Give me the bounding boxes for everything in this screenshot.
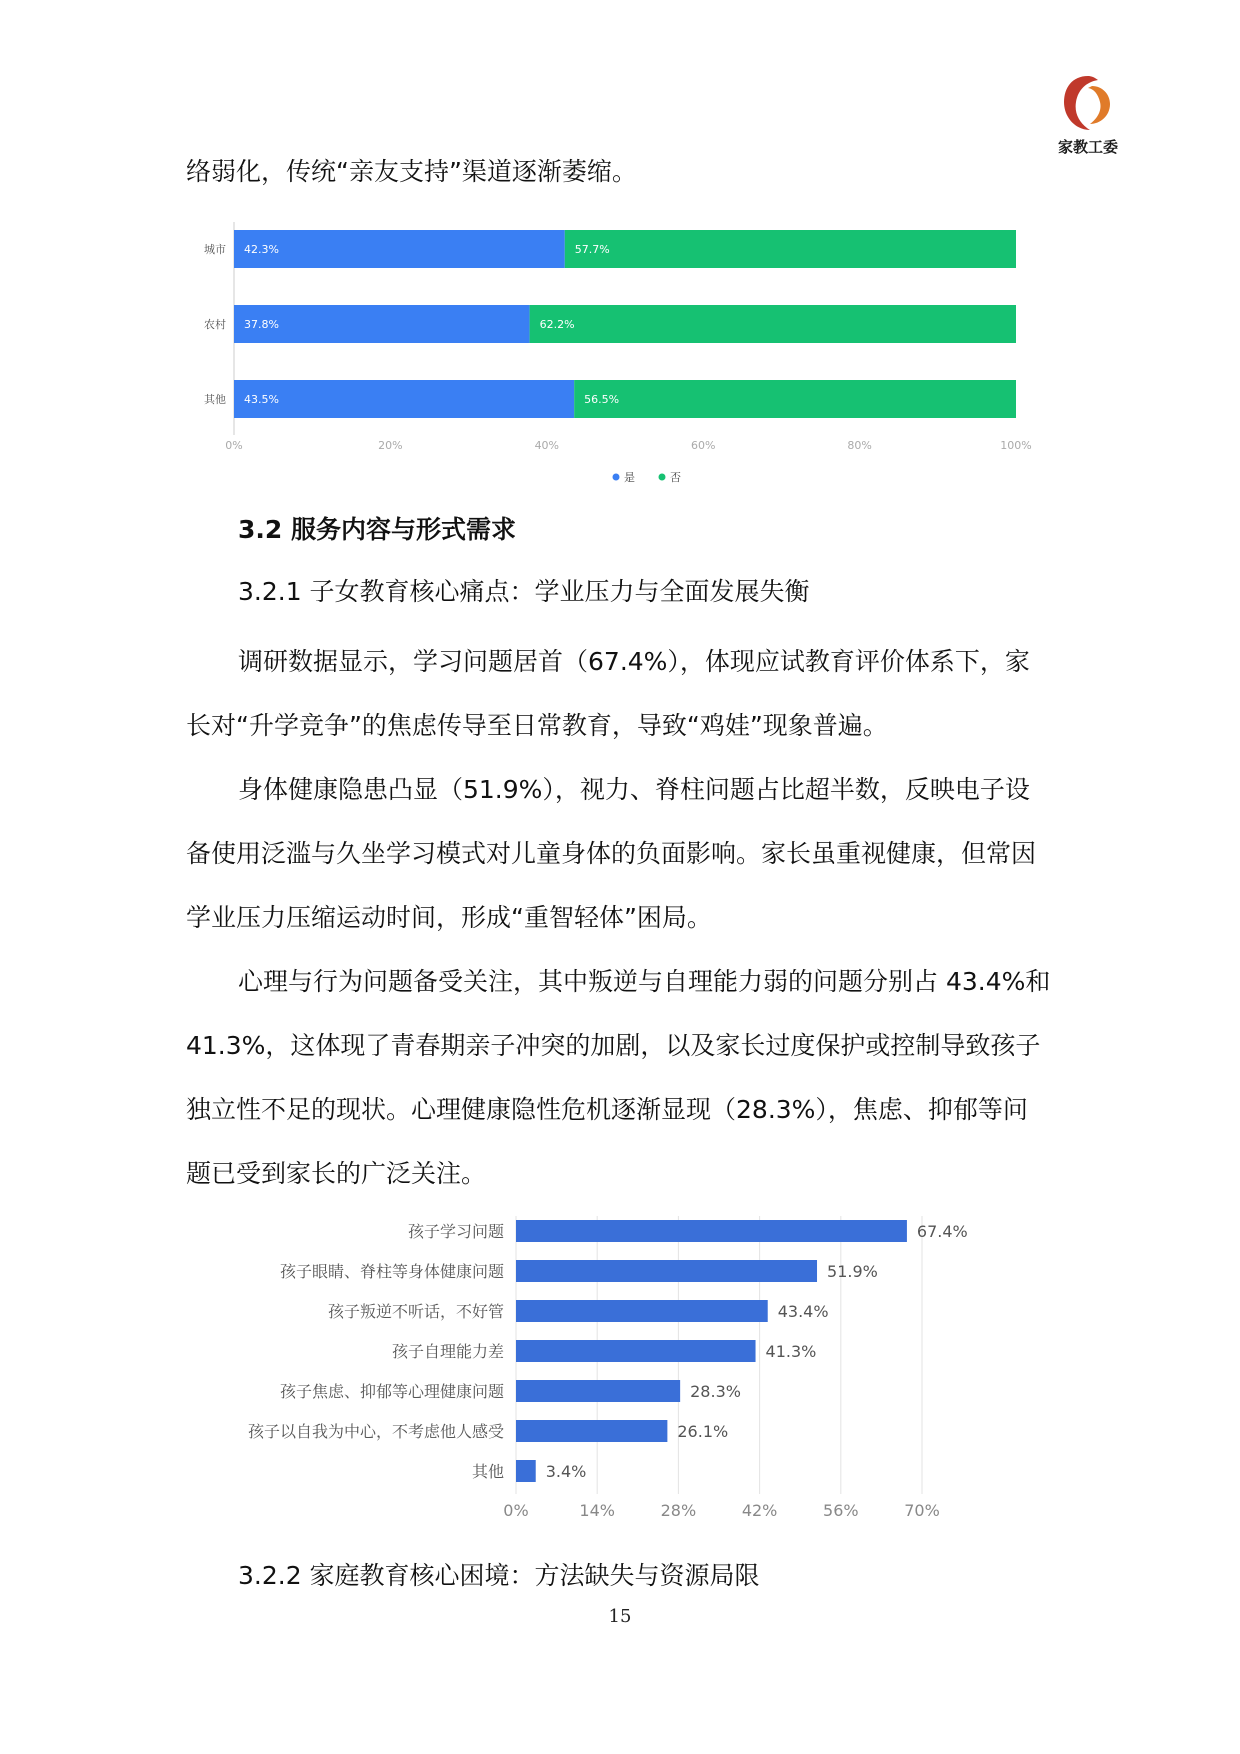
category-label: 孩子焦虑、抑郁等心理健康问题 [279,1382,504,1401]
legend-label: 是 [624,471,635,484]
subsection-heading-2: 3.2.2 家庭教育核心困境：方法缺失与资源局限 [238,1561,760,1590]
data-label: 62.2% [539,318,575,331]
category-label: 孩子自理能力差 [391,1342,504,1361]
bar [516,1420,667,1442]
data-label: 42.3% [244,243,279,256]
x-tick-label: 40% [534,439,560,452]
logo-text: 家教工委 [1057,138,1118,156]
data-label: 3.4% [545,1462,587,1481]
bar [516,1460,536,1482]
data-label: 57.7% [574,243,610,256]
logo-emblem-icon [1028,72,1148,136]
x-tick-label: 42% [741,1501,778,1520]
bar [516,1340,756,1362]
x-tick-label: 56% [823,1501,859,1520]
category-label: 农村 [204,318,226,331]
paragraph-study: 调研数据显示，学习问题居首（67.4%），体现应试教育评价体系下，家长对“升学竞争”的焦虑传导至日常教育，导致“鸡娃”现象普遍。 [186,647,1030,740]
category-label: 城市 [204,243,226,256]
category-label: 孩子眼睛、脊柱等身体健康问题 [279,1262,504,1281]
chart-urban-rural [186,210,1066,500]
paragraph-mental: 心理与行为问题备受关注，其中叛逆与自理能力弱的问题分别占 43.4%和41.3%，这体现了青春期亲子冲突的加剧，以及家长过度保护或控制导致孩子独立性不足的现状。心理健康隐性危机逐渐显现（28.3%），焦虑、抑郁等问题已受到家长的广泛关注。 [186,967,1051,1188]
data-label: 67.4% [916,1222,968,1241]
bar [516,1220,907,1242]
bar [516,1260,817,1282]
category-label: 孩子学习问题 [407,1222,504,1241]
bar-segment-no [565,230,1016,268]
intro-paragraph: 络弱化，传统“亲友支持”渠道逐渐萎缩。 [186,157,637,186]
category-label: 孩子以自我为中心，不考虑他人感受 [247,1422,504,1441]
data-label: 51.9% [827,1262,878,1281]
category-label: 孩子叛逆不听话，不好管 [327,1302,504,1321]
x-tick-label: 20% [378,439,403,452]
category-label: 其他 [204,393,226,406]
x-tick-label: 0% [225,439,243,452]
bar-segment-no [574,380,1016,418]
data-label: 37.8% [244,318,279,331]
section-heading: 3.2 服务内容与形式需求 [238,515,516,544]
x-tick-label: 100% [1000,439,1032,452]
x-tick-label: 60% [690,439,716,452]
legend-marker-yes [613,474,620,481]
bar-segment-yes [234,230,565,268]
paragraph-health: 身体健康隐患凸显（51.9%），视力、脊柱问题占比超半数，反映电子设备使用泛滥与久坐学习模式对儿童身体的负面影响。家长虽重视健康，但常因学业压力压缩运动时间，形成“重智轻体”困局。 [186,775,1037,932]
data-label: 41.3% [765,1342,817,1361]
page-number: 15 [608,1606,632,1627]
data-label: 28.3% [690,1382,741,1401]
x-tick-label: 0% [503,1501,529,1520]
subsection-heading-1: 3.2.1 子女教育核心痛点：学业压力与全面发展失衡 [238,577,810,606]
legend-label: 否 [670,471,681,484]
data-label: 56.5% [584,393,620,406]
chart-education-pain-points [230,1212,1020,1532]
bar-segment-no [530,305,1016,343]
bar [516,1380,680,1402]
bar-segment-yes [234,380,574,418]
legend-marker-no [659,474,666,481]
data-label: 26.1% [677,1422,729,1441]
x-tick-label: 28% [660,1501,697,1520]
data-label: 43.5% [244,393,279,406]
x-tick-label: 70% [904,1501,940,1520]
category-label: 其他 [471,1462,504,1481]
data-label: 43.4% [777,1302,829,1321]
bar [516,1300,768,1322]
x-tick-label: 14% [579,1501,615,1520]
x-tick-label: 80% [847,439,872,452]
